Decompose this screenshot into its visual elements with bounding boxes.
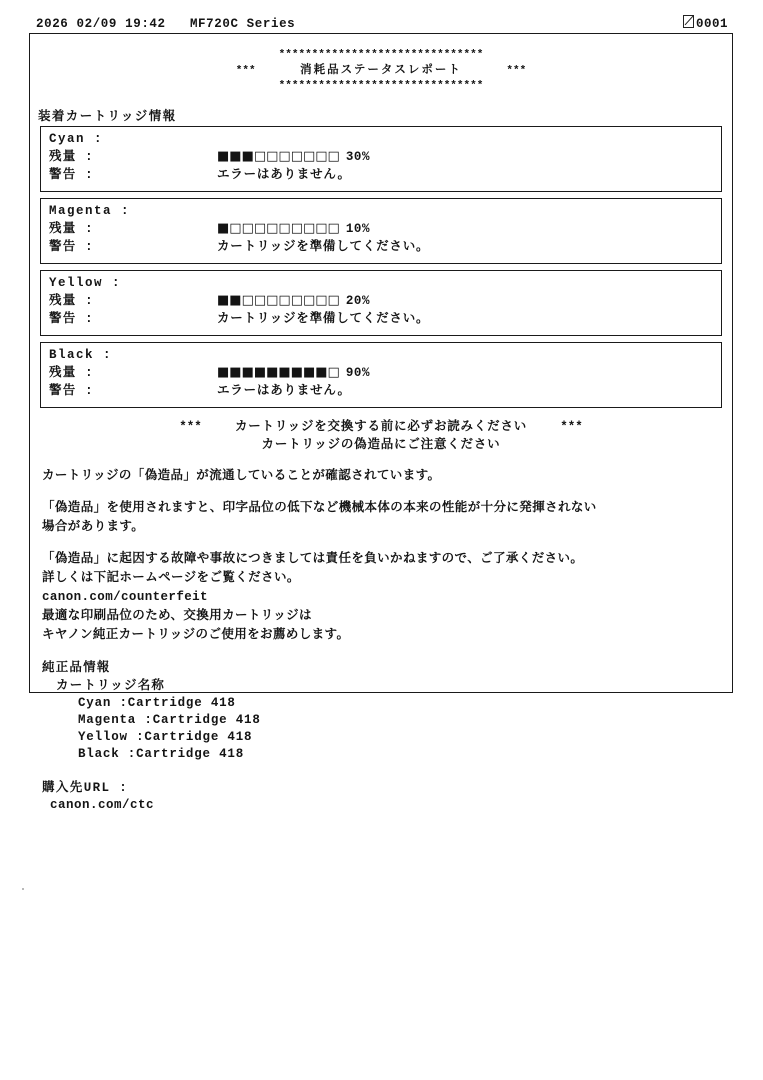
remaining-label: 残量 : — [49, 366, 94, 380]
cartridge-remaining-row-magenta — [41, 220, 721, 238]
genuine-item-black: Black :Cartridge 418 — [78, 747, 245, 761]
title-stars-top: ******************************* — [278, 49, 484, 61]
remaining-label: 残量 : — [49, 150, 94, 164]
genuine-info-subheading: カートリッジ名称 — [56, 679, 166, 693]
report-title: 消耗品ステータスレポート — [300, 64, 462, 77]
remaining-label: 残量 : — [49, 222, 94, 236]
cartridge-warning-row-yellow — [41, 310, 721, 328]
notice-heading-line2: カートリッジの偽造品にご注意ください — [261, 438, 501, 452]
notice-paragraph-3-line1: 「偽造品」に起因する故障や事故につきましては責任を負いかねますので、ご了承ください。 — [42, 552, 584, 566]
remaining-gauge-black: ■■■■■■■■■□ — [217, 365, 340, 380]
notice-paragraph-3-line4: 最適な印刷品位のため、交換用カートリッジは — [42, 609, 312, 623]
header-page-number: 0001 — [695, 17, 728, 31]
warning-text-black: エラーはありません。 — [217, 384, 351, 398]
header-model: MF720C Series — [189, 17, 296, 31]
section-label-installed-cartridges: 装着カートリッジ情報 — [38, 110, 177, 124]
report-title-line — [30, 63, 732, 79]
title-stars-left: *** — [235, 65, 256, 77]
warning-text-magenta: カートリッジを準備してください。 — [217, 240, 430, 254]
cartridge-block-magenta — [40, 198, 722, 264]
remaining-gauge-yellow: ■■□□□□□□□□ — [217, 293, 340, 308]
cartridge-warning-row-black — [41, 382, 721, 400]
title-stars-right: *** — [506, 65, 527, 77]
notice-heading-line1 — [30, 418, 732, 436]
cartridge-remaining-row-cyan — [41, 148, 721, 166]
cartridge-block-yellow — [40, 270, 722, 336]
remaining-percent-cyan: 30% — [345, 150, 371, 164]
cartridge-warning-row-magenta — [41, 238, 721, 256]
warning-label: 警告 : — [49, 312, 94, 326]
cartridge-name-cyan: Cyan : — [49, 132, 104, 146]
cartridge-name-magenta: Magenta : — [49, 204, 131, 218]
notice-stars-left: *** — [179, 420, 202, 434]
remaining-gauge-cyan: ■■■□□□□□□□ — [217, 149, 340, 164]
genuine-info-heading: 純正品情報 — [42, 661, 111, 675]
report-title-block — [30, 48, 732, 94]
purchase-url-value: canon.com/ctc — [50, 798, 155, 812]
page-header — [36, 14, 728, 31]
notice-paragraph-2-line2: 場合があります。 — [42, 520, 145, 534]
report-frame — [29, 33, 733, 812]
counterfeit-url: canon.com/counterfeit — [42, 590, 208, 604]
notice-heading — [30, 418, 732, 454]
notice-paragraph-2-line1: 「偽造品」を使用されますと、印字品位の低下など機械本体の本来の性能が十分に発揮されない — [42, 501, 597, 515]
page-number-icon — [683, 15, 694, 28]
warning-text-cyan: エラーはありません。 — [217, 168, 351, 182]
notice-stars-right: *** — [560, 420, 583, 434]
warning-label: 警告 : — [49, 240, 94, 254]
scan-speck — [22, 888, 24, 890]
warning-text-yellow: カートリッジを準備してください。 — [217, 312, 430, 326]
cartridge-name-black: Black : — [49, 348, 113, 362]
header-datetime: 2026 02/09 19:42 — [36, 17, 166, 31]
notice-paragraph-1: カートリッジの「偽造品」が流通していることが確認されています。 — [42, 469, 441, 483]
header-page-indicator — [683, 14, 728, 31]
cartridge-remaining-row-yellow — [41, 292, 721, 310]
notice-heading-text: カートリッジを交換する前に必ずお読みください — [234, 420, 528, 434]
cartridge-remaining-row-black — [41, 364, 721, 382]
genuine-item-cyan: Cyan :Cartridge 418 — [78, 696, 236, 710]
remaining-percent-yellow: 20% — [345, 294, 371, 308]
genuine-item-magenta: Magenta :Cartridge 418 — [78, 713, 261, 727]
remaining-gauge-magenta: ■□□□□□□□□□ — [217, 221, 340, 236]
remaining-percent-magenta: 10% — [345, 222, 371, 236]
remaining-percent-black: 90% — [345, 366, 371, 380]
purchase-url-label: 購入先URL : — [42, 781, 129, 795]
notice-paragraph-3-line5: キヤノン純正カートリッジのご使用をお薦めします。 — [42, 628, 350, 642]
notice-paragraph-3-line2: 詳しくは下記ホームページをご覧ください。 — [42, 571, 300, 585]
cartridge-block-cyan — [40, 126, 722, 192]
cartridge-name-yellow: Yellow : — [49, 276, 122, 290]
cartridge-warning-row-cyan — [41, 166, 721, 184]
genuine-item-yellow: Yellow :Cartridge 418 — [78, 730, 253, 744]
title-stars-bottom: ******************************* — [278, 80, 484, 92]
header-datetime-model — [36, 17, 295, 31]
cartridge-block-black — [40, 342, 722, 408]
warning-label: 警告 : — [49, 168, 94, 182]
remaining-label: 残量 : — [49, 294, 94, 308]
warning-label: 警告 : — [49, 384, 94, 398]
